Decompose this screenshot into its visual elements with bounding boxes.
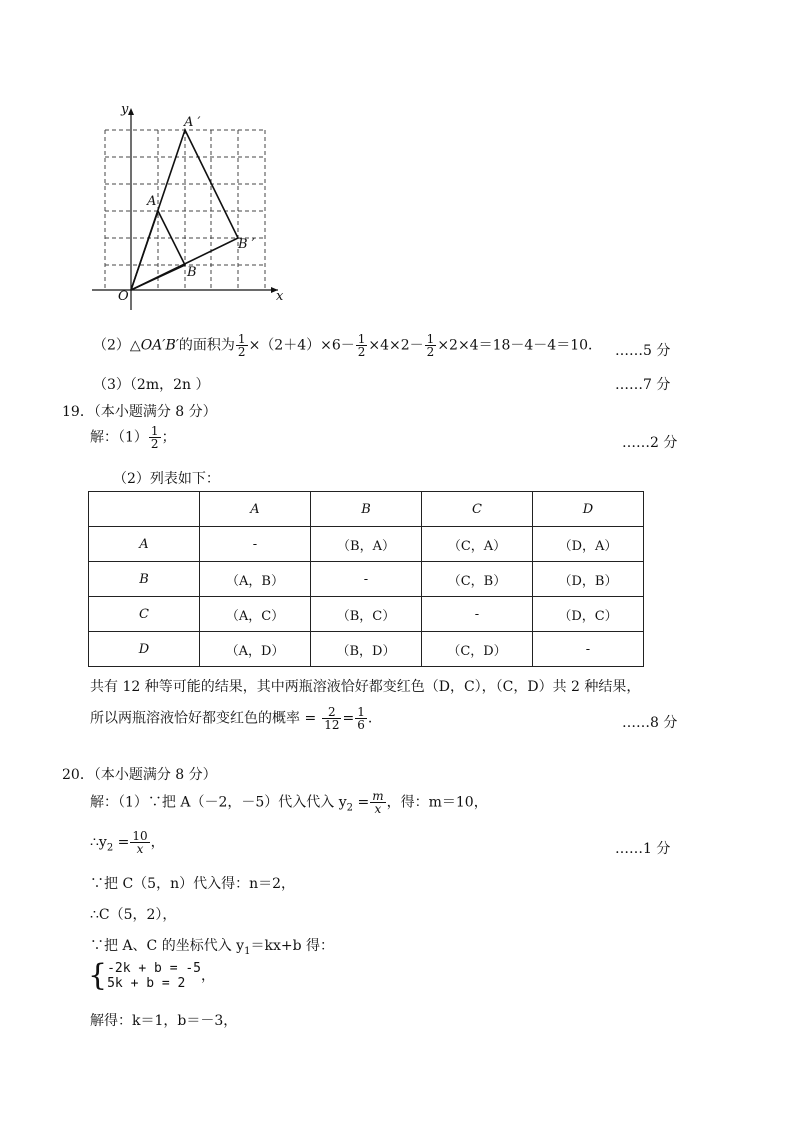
table-cell: （B，A） (311, 527, 422, 562)
q20-line5-b: ＝kx+b 得： (250, 938, 334, 954)
fraction-half-2: $\frac{1}{2}$ (357, 332, 366, 359)
q19-part2-label: （2）列表如下： (113, 471, 220, 487)
q20-line2 (90, 830, 165, 855)
table-row (89, 632, 644, 667)
q20-system-lines (107, 961, 201, 991)
table-header-row (89, 492, 644, 527)
table-cell: （A，D） (200, 632, 311, 667)
q18-part2-prefix: （2）△ (93, 337, 141, 354)
table-row-header: A (89, 527, 200, 562)
table-cell: （D，A） (533, 527, 644, 562)
q20-line1-a: 解：（1）∵把 A（－2，－5）代入代入 y (90, 794, 347, 811)
q19-result2-prefix: 所以两瓶溶液恰好都变红色的概率 = (90, 710, 317, 727)
left-brace-icon: { (88, 958, 108, 993)
q18-part2-t4: ×2×4＝18－4－4＝10． (437, 337, 603, 354)
fraction-half-3: $\frac{1}{2}$ (426, 332, 435, 359)
table-header-cell: D (533, 492, 644, 527)
q19-title: 19．（本小题满分 8 分） (62, 404, 217, 420)
table-cell: - (311, 562, 422, 597)
table-cell: - (533, 632, 644, 667)
table-row-header: C (89, 597, 200, 632)
q20-title: 20．（本小题满分 8 分） (62, 767, 217, 783)
table-row-header: D (89, 632, 200, 667)
table-cell: （D，C） (533, 597, 644, 632)
table-cell: （C，A） (422, 527, 533, 562)
q18-part2-mark: ……5 分 (615, 343, 671, 359)
table-cell: （C，D） (422, 632, 533, 667)
table-header-cell: C (422, 492, 533, 527)
probability-table (88, 491, 644, 667)
table-header-cell: B (311, 492, 422, 527)
q20-line5 (90, 935, 334, 957)
point-b-label: B (187, 265, 197, 280)
table-cell: （B，D） (311, 632, 422, 667)
q20-line5-sub: 1 (244, 945, 251, 957)
q20-system-end: ， (201, 968, 216, 984)
q19-answer1-fraction: $\frac{1}{2}$ (150, 424, 159, 451)
q20-fraction-10-x: $\frac{10}{x}$ (132, 829, 148, 856)
q20-line2-b: = (113, 834, 130, 851)
table-cell: （A，C） (200, 597, 311, 632)
point-a-prime-label: A ′ (184, 115, 201, 130)
q20-line3: ∵把 C（5，n）代入得：n＝2， (90, 876, 296, 892)
q19-result-line1: 共有 12 种等可能的结果，其中两瓶溶液恰好都变红色（D，C），（C，D）共 2 种结果， (90, 679, 641, 695)
table-header-cell: A (200, 492, 311, 527)
q19-answer1-prefix: 解：（1） (90, 429, 148, 446)
coordinate-figure (90, 100, 300, 315)
point-b-prime-label: B ′ (238, 237, 255, 252)
table-cell: - (422, 597, 533, 632)
table-row (89, 527, 644, 562)
table-header-cell (89, 492, 200, 527)
q20-system-eq1: -2k + b = -5 (107, 961, 202, 976)
y-axis-label: y (121, 102, 129, 117)
q20-line2-mark: ……1 分 (615, 841, 671, 857)
x-axis-label: x (276, 289, 284, 304)
origin-label: O (118, 289, 129, 304)
q20-line1 (90, 790, 488, 815)
q20-line4: ∴C（5，2）， (90, 907, 177, 923)
q18-part2-t3: ×4×2－ (368, 337, 424, 354)
table-row-header: B (89, 562, 200, 597)
q18-part3-text: （3）（2m，2n ） (93, 377, 210, 393)
q19-fraction-1-6: $\frac{1}{6}$ (357, 705, 365, 732)
q20-line2-sub: 2 (106, 842, 114, 854)
q20-system-eq2: 5k + b = 2 (107, 976, 186, 991)
q20-line2-a: ∴y (90, 834, 107, 851)
q18-part2-t2: ×（2＋4）×6－ (248, 337, 355, 354)
q18-part2-line (93, 333, 602, 358)
fraction-half-1: $\frac{1}{2}$ (237, 332, 246, 359)
q19-result-line2 (90, 706, 372, 731)
q20-line1-b: = (353, 794, 370, 811)
q19-result2-end: . (367, 710, 373, 727)
q19-answer1 (90, 425, 176, 450)
q18-part3-mark: ……7 分 (615, 377, 671, 393)
q20-equation-system (88, 958, 216, 993)
q20-line1-c: ，得：m＝10， (386, 794, 488, 811)
table-row (89, 597, 644, 632)
q19-fraction-2-12: $\frac{2}{12}$ (324, 705, 340, 732)
table-cell: （A，B） (200, 562, 311, 597)
q18-triangle-name: OA′B′ (140, 337, 179, 354)
table-cell: （C，B） (422, 562, 533, 597)
q20-fraction-m-x: $\frac{m}{x}$ (372, 789, 384, 816)
table-cell: （B，C） (311, 597, 422, 632)
q19-result2-mark: ……8 分 (622, 715, 678, 731)
table-row (89, 562, 644, 597)
q19-answer1-suffix: ； (161, 429, 176, 446)
table-cell: （D，B） (533, 562, 644, 597)
q18-part2-text1: 的面积为 (178, 337, 235, 354)
q19-result2-equals: = (342, 710, 355, 727)
q20-line7: 解得：k＝1，b＝－3， (90, 1013, 238, 1029)
q19-answer1-mark: ……2 分 (622, 435, 678, 451)
table-cell: - (200, 527, 311, 562)
q20-line2-c: ， (150, 834, 165, 851)
q20-line5-a: ∵把 A、C 的坐标代入 y (90, 938, 245, 954)
q20-line1-sub: 2 (346, 802, 354, 814)
point-a-label: A (147, 194, 157, 209)
